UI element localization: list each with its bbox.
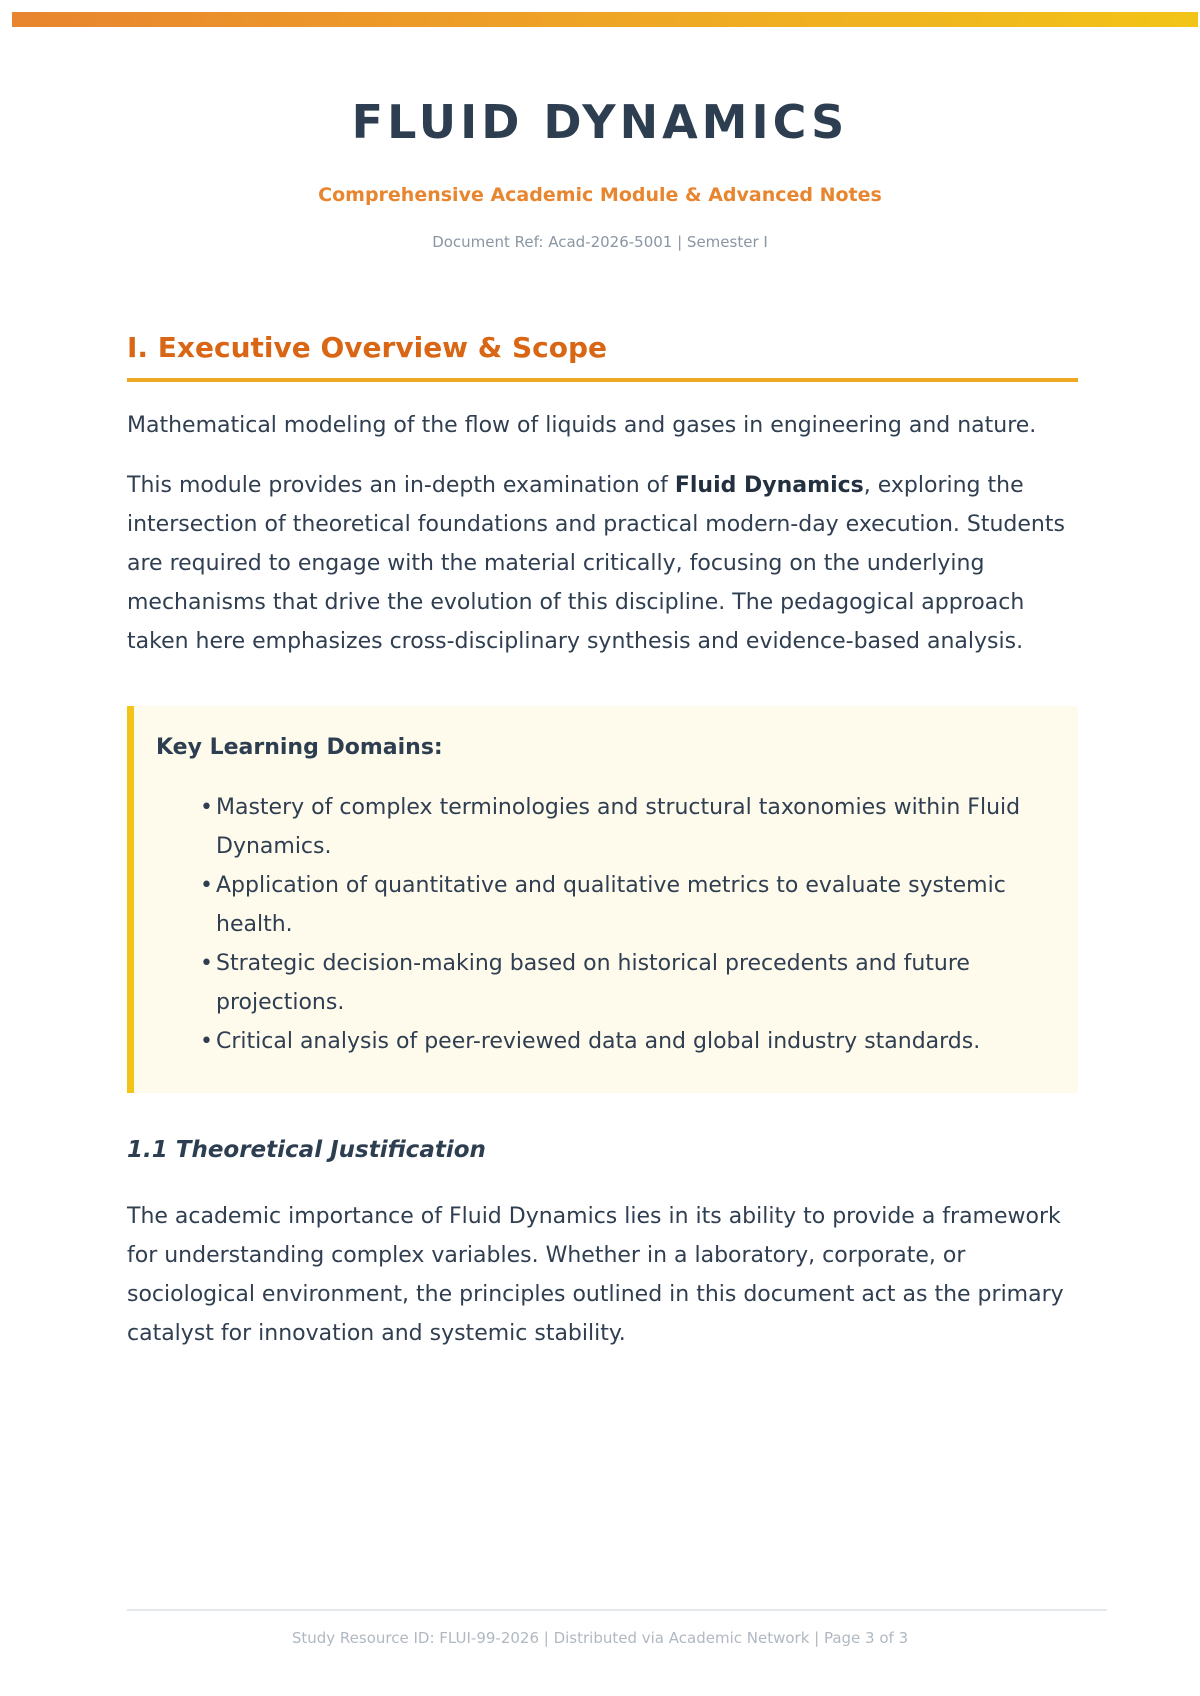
intro-text-start: This module provides an in-depth examination of — [127, 473, 675, 498]
subsection-paragraph: The academic importance of Fluid Dynamics lies in its ability to provide a framework for understanding complex variables. Whether in a laboratory, corporate, or sociological environment, the principles outlined in this document act as the primary catalyst for innovation and systemic stability. — [127, 1204, 1064, 1346]
list-item-text: Strategic decision-making based on historical precedents and future projections. — [216, 951, 970, 1015]
list-item — [200, 788, 1054, 866]
bullet-icon: • — [200, 795, 213, 820]
callout-title: Key Learning Domains: — [156, 735, 443, 760]
key-learning-domains-callout — [127, 706, 1078, 1093]
document-title: FLUID DYNAMICS — [351, 95, 849, 149]
section-heading-executive-overview: I. Executive Overview & Scope — [127, 328, 1078, 382]
list-item-text: Mastery of complex terminologies and structural taxonomies within Fluid Dynamics. — [216, 795, 1021, 859]
document-header — [0, 92, 1200, 252]
learning-domains-list — [156, 788, 1054, 1061]
document-body — [127, 328, 1078, 1353]
intro-bold-term: Fluid Dynamics — [674, 473, 864, 498]
list-item — [200, 944, 1054, 1022]
bullet-icon: • — [200, 951, 213, 976]
document-subtitle: Comprehensive Academic Module & Advanced Notes — [318, 184, 882, 206]
list-item-text: Application of quantitative and qualitative metrics to evaluate systemic health. — [216, 873, 1006, 937]
page-footer: Study Resource ID: FLUI-99-2026 | Distributed via Academic Network | Page 3 of 3 — [291, 1629, 909, 1647]
section-intro-paragraph — [127, 466, 1078, 661]
section-lead-paragraph: Mathematical modeling of the flow of liquids and gases in engineering and nature. — [127, 413, 1037, 438]
subsection-heading-theoretical-justification: 1.1 Theoretical Justification — [127, 1137, 486, 1163]
footer-divider — [127, 1609, 1107, 1611]
top-accent-bar — [12, 12, 1198, 27]
list-item — [200, 1022, 1054, 1061]
list-item-text: Critical analysis of peer-reviewed data and global industry standards. — [216, 1029, 981, 1054]
intro-text-end: , exploring the intersection of theoretical foundations and practical modern-day execution. Students are required to engage with the material critically, focusing on the underlying mechanisms that drive the evolution of this discipline. The pedagogical approach taken here emphasizes cross-disciplinary synthesis and evidence-based analysis. — [127, 473, 1065, 654]
document-reference: Document Ref: Acad-2026-5001 | Semester I — [432, 233, 768, 251]
bullet-icon: • — [200, 873, 213, 898]
bullet-icon: • — [200, 1029, 213, 1054]
list-item — [200, 866, 1054, 944]
